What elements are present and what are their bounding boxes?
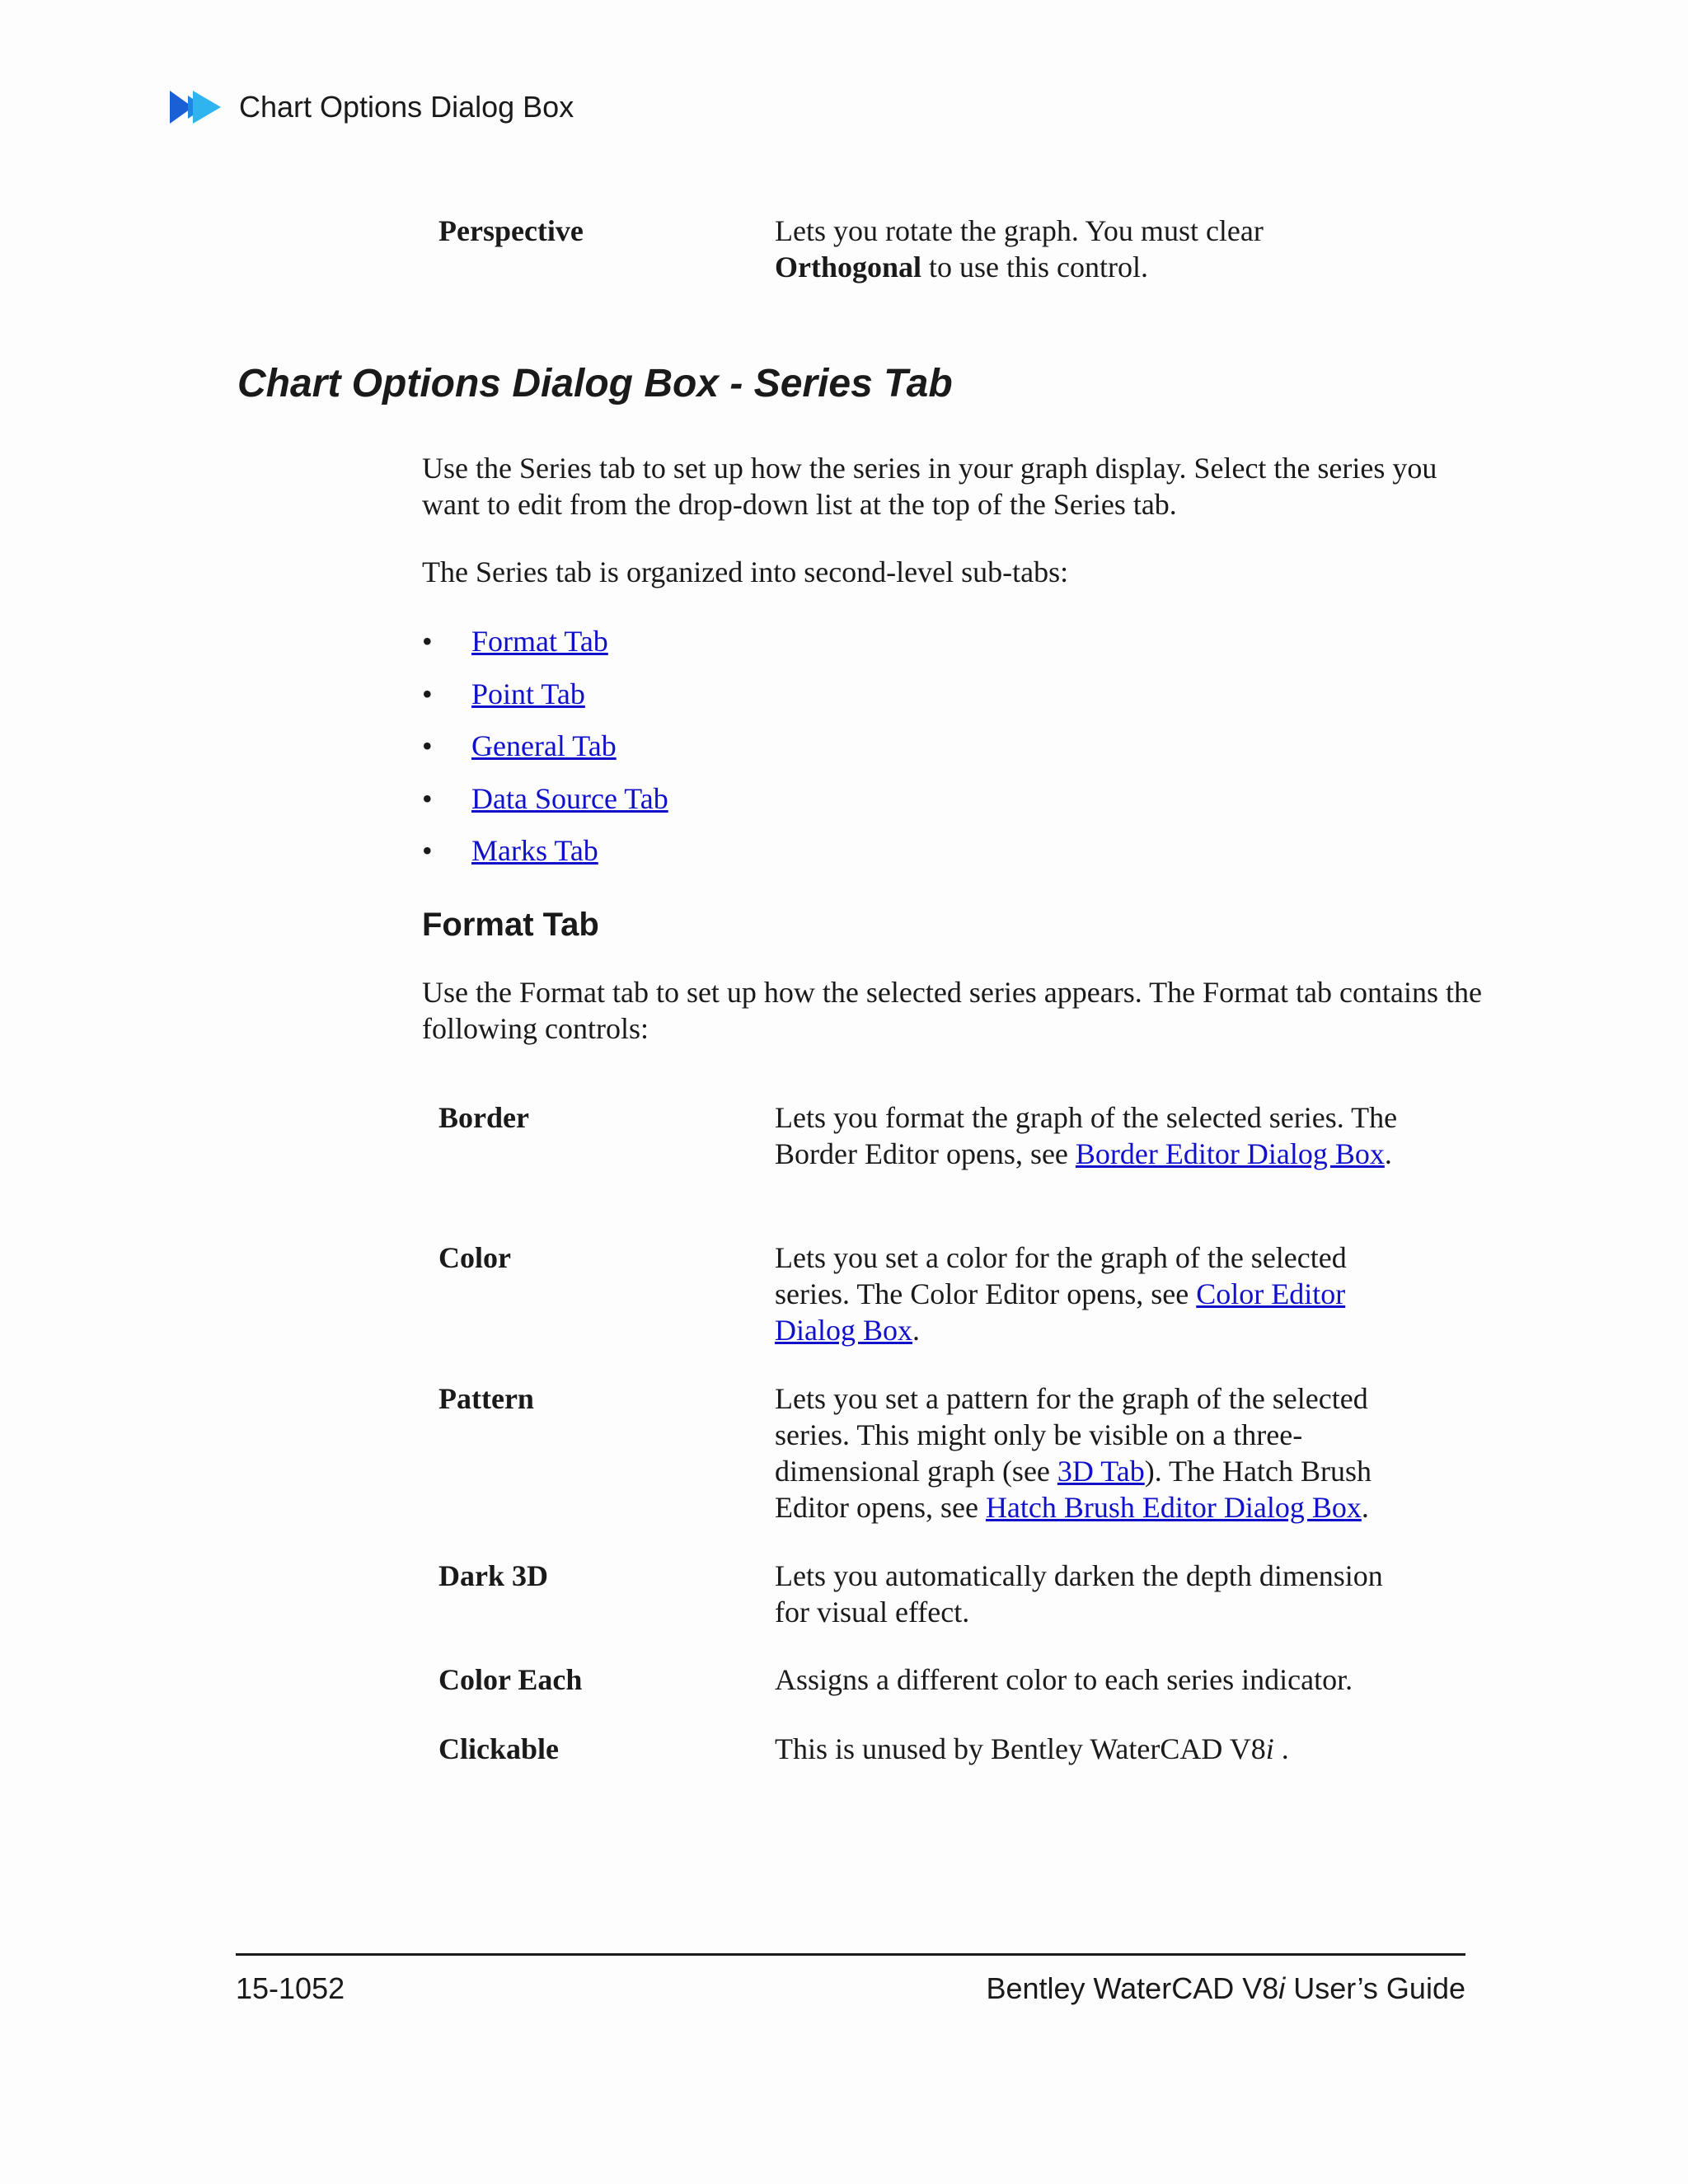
bullet: • xyxy=(422,834,433,867)
definition-color xyxy=(438,1240,1477,1348)
list-item xyxy=(422,780,668,833)
term-dark-3d: Dark 3D xyxy=(438,1559,548,1592)
point-tab-link[interactable]: Point Tab xyxy=(471,677,585,710)
definition-color-each xyxy=(438,1661,1477,1698)
bullet: • xyxy=(422,781,433,815)
term-color-each: Color Each xyxy=(438,1663,583,1696)
desc-text: to use this control. xyxy=(921,251,1148,284)
guide-title xyxy=(986,1970,1465,2008)
desc-dark-3d: Lets you automatically darken the depth dimension for visual effect. xyxy=(775,1559,1383,1629)
term-color: Color xyxy=(438,1241,511,1274)
definition-perspective xyxy=(438,213,1477,285)
guide-text: User’s Guide xyxy=(1285,1971,1465,2005)
series-intro-paragraph: Use the Series tab to set up how the series in your graph display. Select the series you want to edit from the drop-down list at the top of the Series tab. xyxy=(422,452,1437,521)
3d-tab-link[interactable]: 3D Tab xyxy=(1057,1455,1145,1488)
term-pattern: Pattern xyxy=(438,1382,534,1415)
hatch-brush-editor-link[interactable]: Hatch Brush Editor Dialog Box xyxy=(985,1491,1362,1524)
term-border: Border xyxy=(438,1101,529,1134)
desc-text: Lets you format the graph of the selected series. The Border Editor opens, see xyxy=(775,1101,1398,1170)
desc-text: ). The Hatch Brush Editor opens, see xyxy=(775,1455,1372,1524)
section-title: Chart Options Dialog Box - Series Tab xyxy=(237,362,953,405)
list-item xyxy=(422,676,668,729)
desc-text: Lets you rotate the graph. You must clear xyxy=(775,214,1264,247)
list-item xyxy=(422,728,668,780)
definition-border xyxy=(438,1099,1477,1172)
guide-text: Bentley WaterCAD V8 xyxy=(986,1971,1279,2005)
desc-bold: Orthogonal xyxy=(775,251,922,284)
desc-text: Lets you set a color for the graph of the selected series. The Color Editor opens, see xyxy=(775,1241,1347,1310)
desc-color-each: Assigns a different color to each series indicator. xyxy=(775,1663,1353,1696)
desc-italic: i xyxy=(1265,1732,1274,1765)
running-header xyxy=(170,87,574,127)
subtab-link-list xyxy=(422,623,668,885)
footer-rule xyxy=(236,1953,1465,1956)
desc-text: . xyxy=(1384,1137,1392,1170)
bullet: • xyxy=(422,625,433,658)
list-item xyxy=(422,832,668,885)
bullet: • xyxy=(422,729,433,762)
definition-pattern xyxy=(438,1380,1477,1526)
data-source-tab-link[interactable]: Data Source Tab xyxy=(471,781,668,815)
term-perspective: Perspective xyxy=(438,214,584,247)
bullet: • xyxy=(422,677,433,710)
general-tab-link[interactable]: General Tab xyxy=(471,729,617,762)
desc-color xyxy=(775,1240,1401,1348)
definition-dark-3d xyxy=(438,1558,1477,1630)
subtabs-intro-paragraph: The Series tab is organized into second-level sub-tabs: xyxy=(422,555,1069,588)
desc-text: Lets you set a pattern for the graph of the selected series. This might only be visible on a three-dimensional graph (see xyxy=(775,1382,1368,1488)
border-editor-link[interactable]: Border Editor Dialog Box xyxy=(1075,1137,1385,1170)
desc-text: . xyxy=(912,1314,920,1347)
desc-border xyxy=(775,1099,1401,1172)
guide-italic: i xyxy=(1278,1971,1286,2005)
double-arrow-icon xyxy=(170,89,223,125)
desc-pattern xyxy=(775,1380,1401,1526)
definition-clickable xyxy=(438,1731,1477,1767)
format-tab-link[interactable]: Format Tab xyxy=(471,625,608,658)
page-number: 15-1052 xyxy=(236,1971,345,2005)
color-editor-link[interactable]: Color Editor Dialog Box xyxy=(775,1277,1346,1347)
term-clickable: Clickable xyxy=(438,1732,560,1765)
marks-tab-link[interactable]: Marks Tab xyxy=(471,834,598,867)
desc-perspective xyxy=(775,213,1401,285)
desc-text: This is unused by Bentley WaterCAD V8 xyxy=(775,1732,1266,1765)
desc-clickable xyxy=(775,1731,1401,1767)
format-tab-heading: Format Tab xyxy=(422,907,599,943)
desc-text: . xyxy=(1273,1732,1289,1765)
desc-text: . xyxy=(1361,1491,1369,1524)
list-item xyxy=(422,623,668,676)
running-header-title: Chart Options Dialog Box xyxy=(239,90,574,124)
format-tab-intro: Use the Format tab to set up how the selected series appears. The Format tab contains the following controls: xyxy=(422,976,1482,1045)
